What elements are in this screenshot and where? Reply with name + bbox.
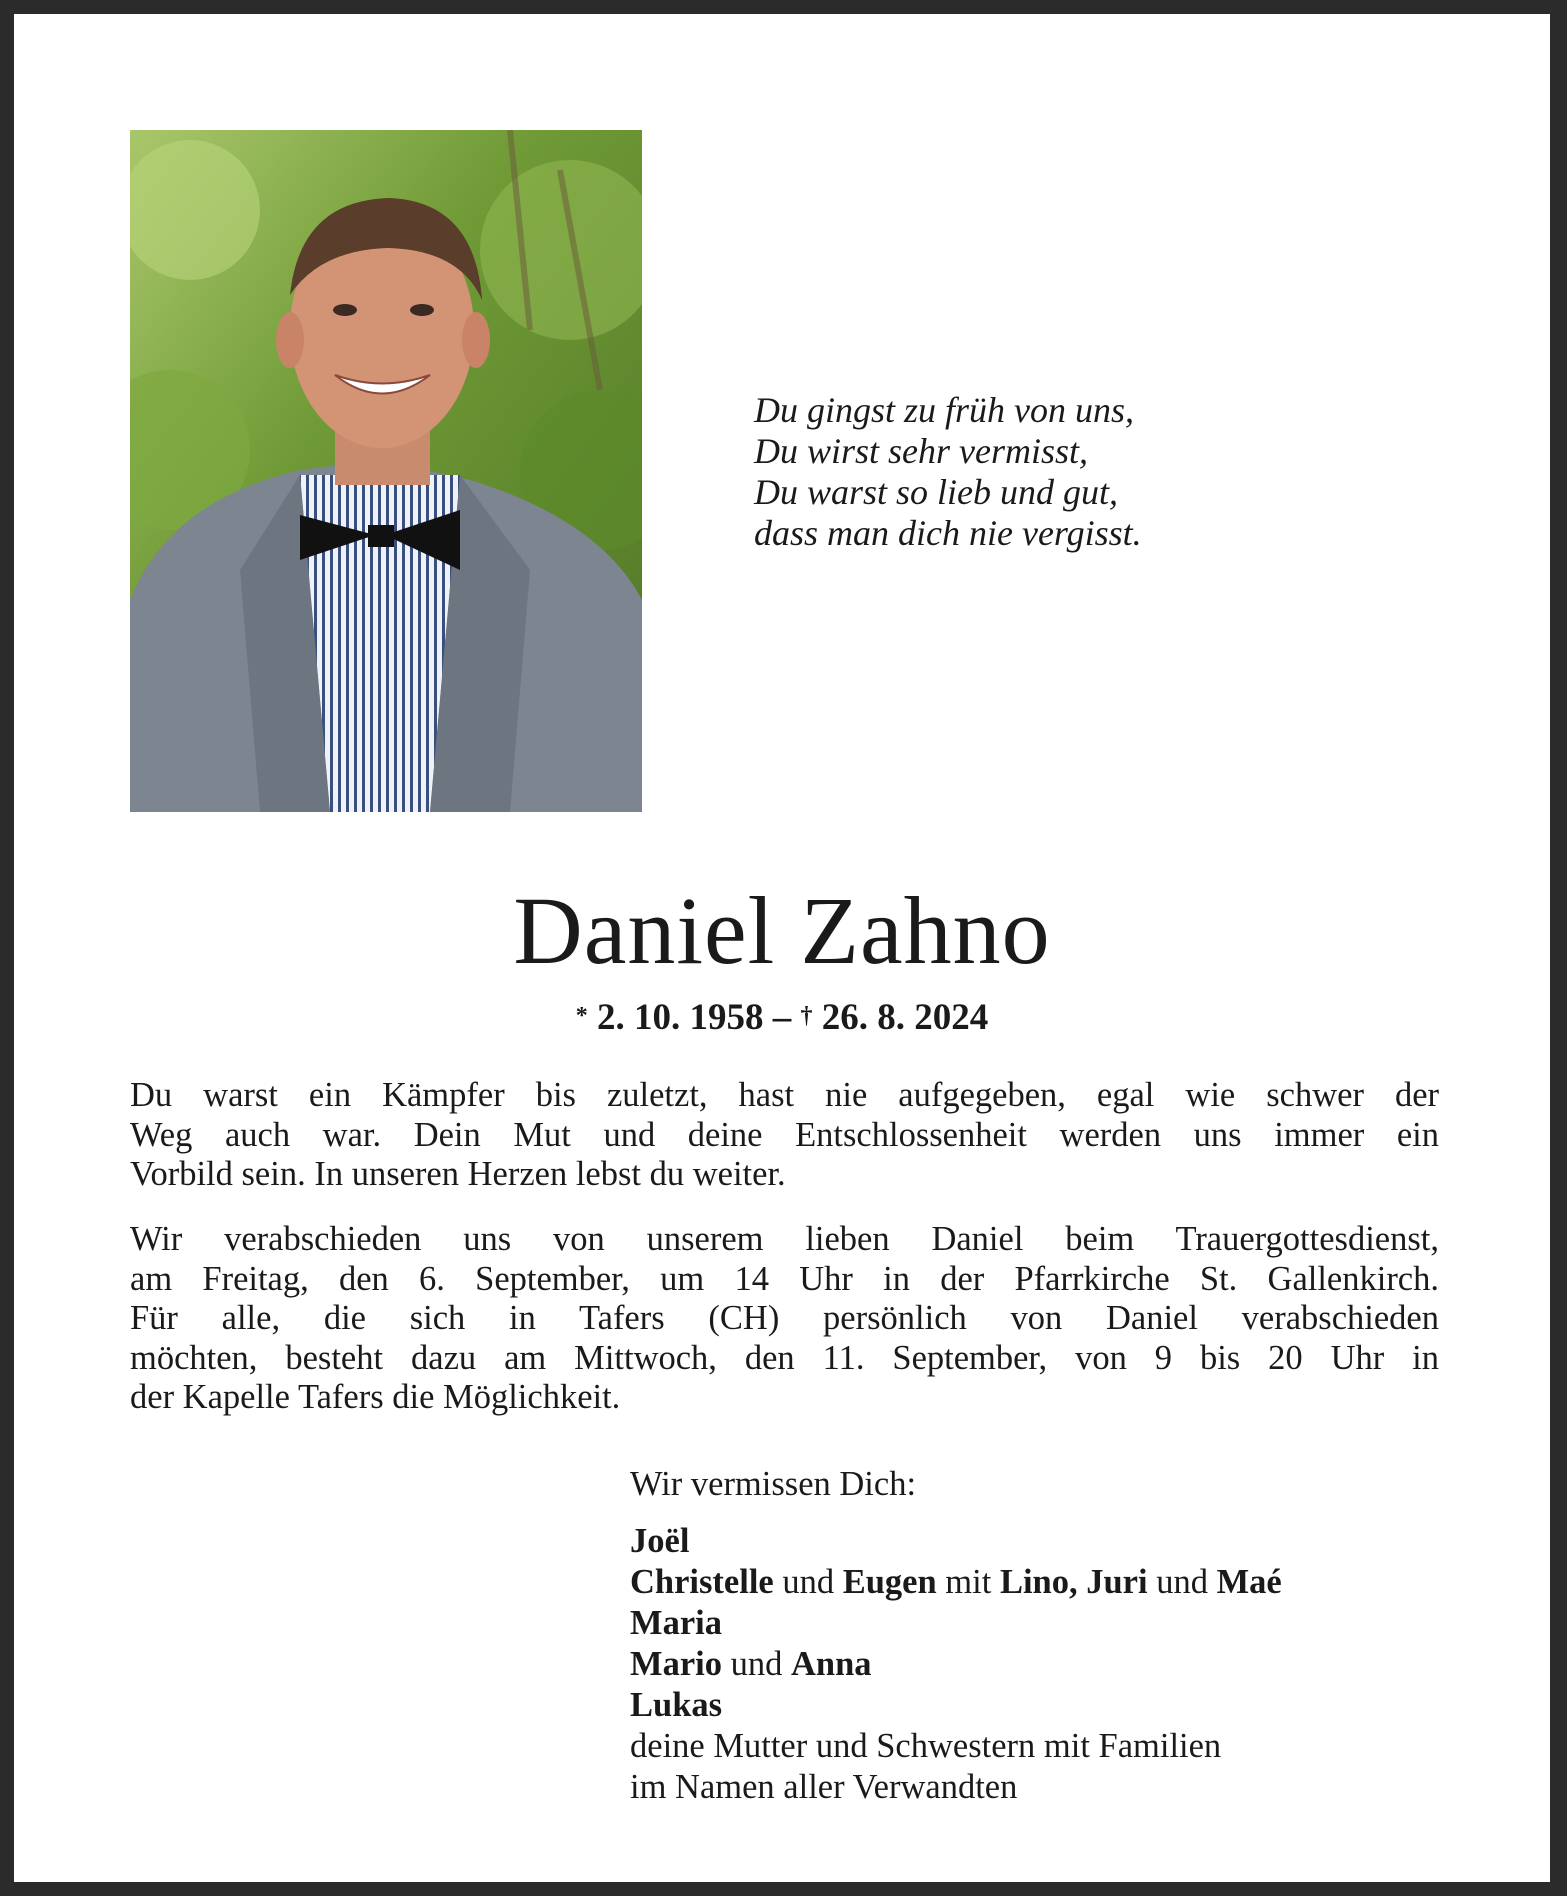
mourner-row <box>630 1685 1470 1726</box>
poem-line: Du wirst sehr vermisst, <box>754 431 1089 471</box>
death-symbol: † <box>800 1003 813 1029</box>
paragraph-line: Wir verabschieden uns von unserem lieben Daniel beim Trauergottesdienst, <box>130 1220 1439 1258</box>
birth-date: 2. 10. 1958 <box>597 997 764 1038</box>
mourner-name: Christelle <box>630 1563 774 1601</box>
mourner-name: Eugen <box>842 1563 937 1601</box>
poem-line: Du warst so lieb und gut, <box>754 472 1119 512</box>
tribute-paragraph <box>130 1076 1439 1195</box>
poem-line: dass man dich nie vergisst. <box>754 513 1142 553</box>
paragraph-line: der Kapelle Tafers die Möglichkeit. <box>130 1378 621 1416</box>
paragraph-line: möchten, besteht dazu am Mittwoch, den 11. September, von 9 bis 20 Uhr in <box>130 1338 1439 1377</box>
birth-symbol: * <box>575 1003 588 1029</box>
paragraph-line: Du warst ein Kämpfer bis zuletzt, hast nie aufgegeben, egal wie schwer der <box>130 1076 1439 1114</box>
life-dates <box>14 996 1550 1040</box>
mourner-name: Maé <box>1216 1563 1282 1601</box>
death-date: 26. 8. 2024 <box>821 997 989 1038</box>
connector-text: und <box>721 1645 791 1683</box>
paragraph-line: Weg auch war. Dein Mut und deine Entschlossenheit werden uns immer ein <box>130 1115 1439 1154</box>
paragraph-line: am Freitag, den 6. September, um 14 Uhr in der Pfarrkirche St. Gallenkirch. <box>130 1259 1439 1298</box>
mourner-name: Lukas <box>630 1686 723 1724</box>
mourner-row: deine Mutter und Schwestern mit Familien <box>630 1727 1222 1765</box>
connector-text: und <box>1147 1563 1217 1601</box>
mourner-name: Mario <box>630 1645 722 1683</box>
mourner-name: Lino, Juri <box>999 1563 1148 1601</box>
mourners-list <box>630 1464 1470 1808</box>
mourner-row <box>630 1644 1470 1685</box>
mourner-name: Anna <box>790 1645 872 1683</box>
mourner-name: Joël <box>630 1522 690 1560</box>
portrait-illustration <box>130 130 642 812</box>
deceased-name: Daniel Zahno <box>513 877 1051 984</box>
date-separator: – <box>772 997 792 1038</box>
paragraph-line: Vorbild sein. In unseren Herzen lebst du weiter. <box>130 1155 786 1193</box>
mourner-row <box>630 1603 1470 1644</box>
mourner-row <box>630 1521 1470 1562</box>
memorial-poem <box>754 390 1314 554</box>
mourners-heading: Wir vermissen Dich: <box>630 1465 917 1503</box>
mourner-row: im Namen aller Verwandten <box>630 1768 1018 1806</box>
obituary-card <box>14 14 1550 1882</box>
portrait-photo <box>130 130 642 812</box>
service-paragraph <box>130 1220 1439 1418</box>
connector-text: mit <box>936 1563 1000 1601</box>
mourner-row <box>630 1562 1470 1603</box>
mourner-name: Maria <box>630 1604 722 1642</box>
connector-text: und <box>773 1563 843 1601</box>
paragraph-line: Für alle, die sich in Tafers (CH) persönlich von Daniel verabschieden <box>130 1299 1439 1337</box>
poem-line: Du gingst zu früh von uns, <box>754 390 1135 430</box>
